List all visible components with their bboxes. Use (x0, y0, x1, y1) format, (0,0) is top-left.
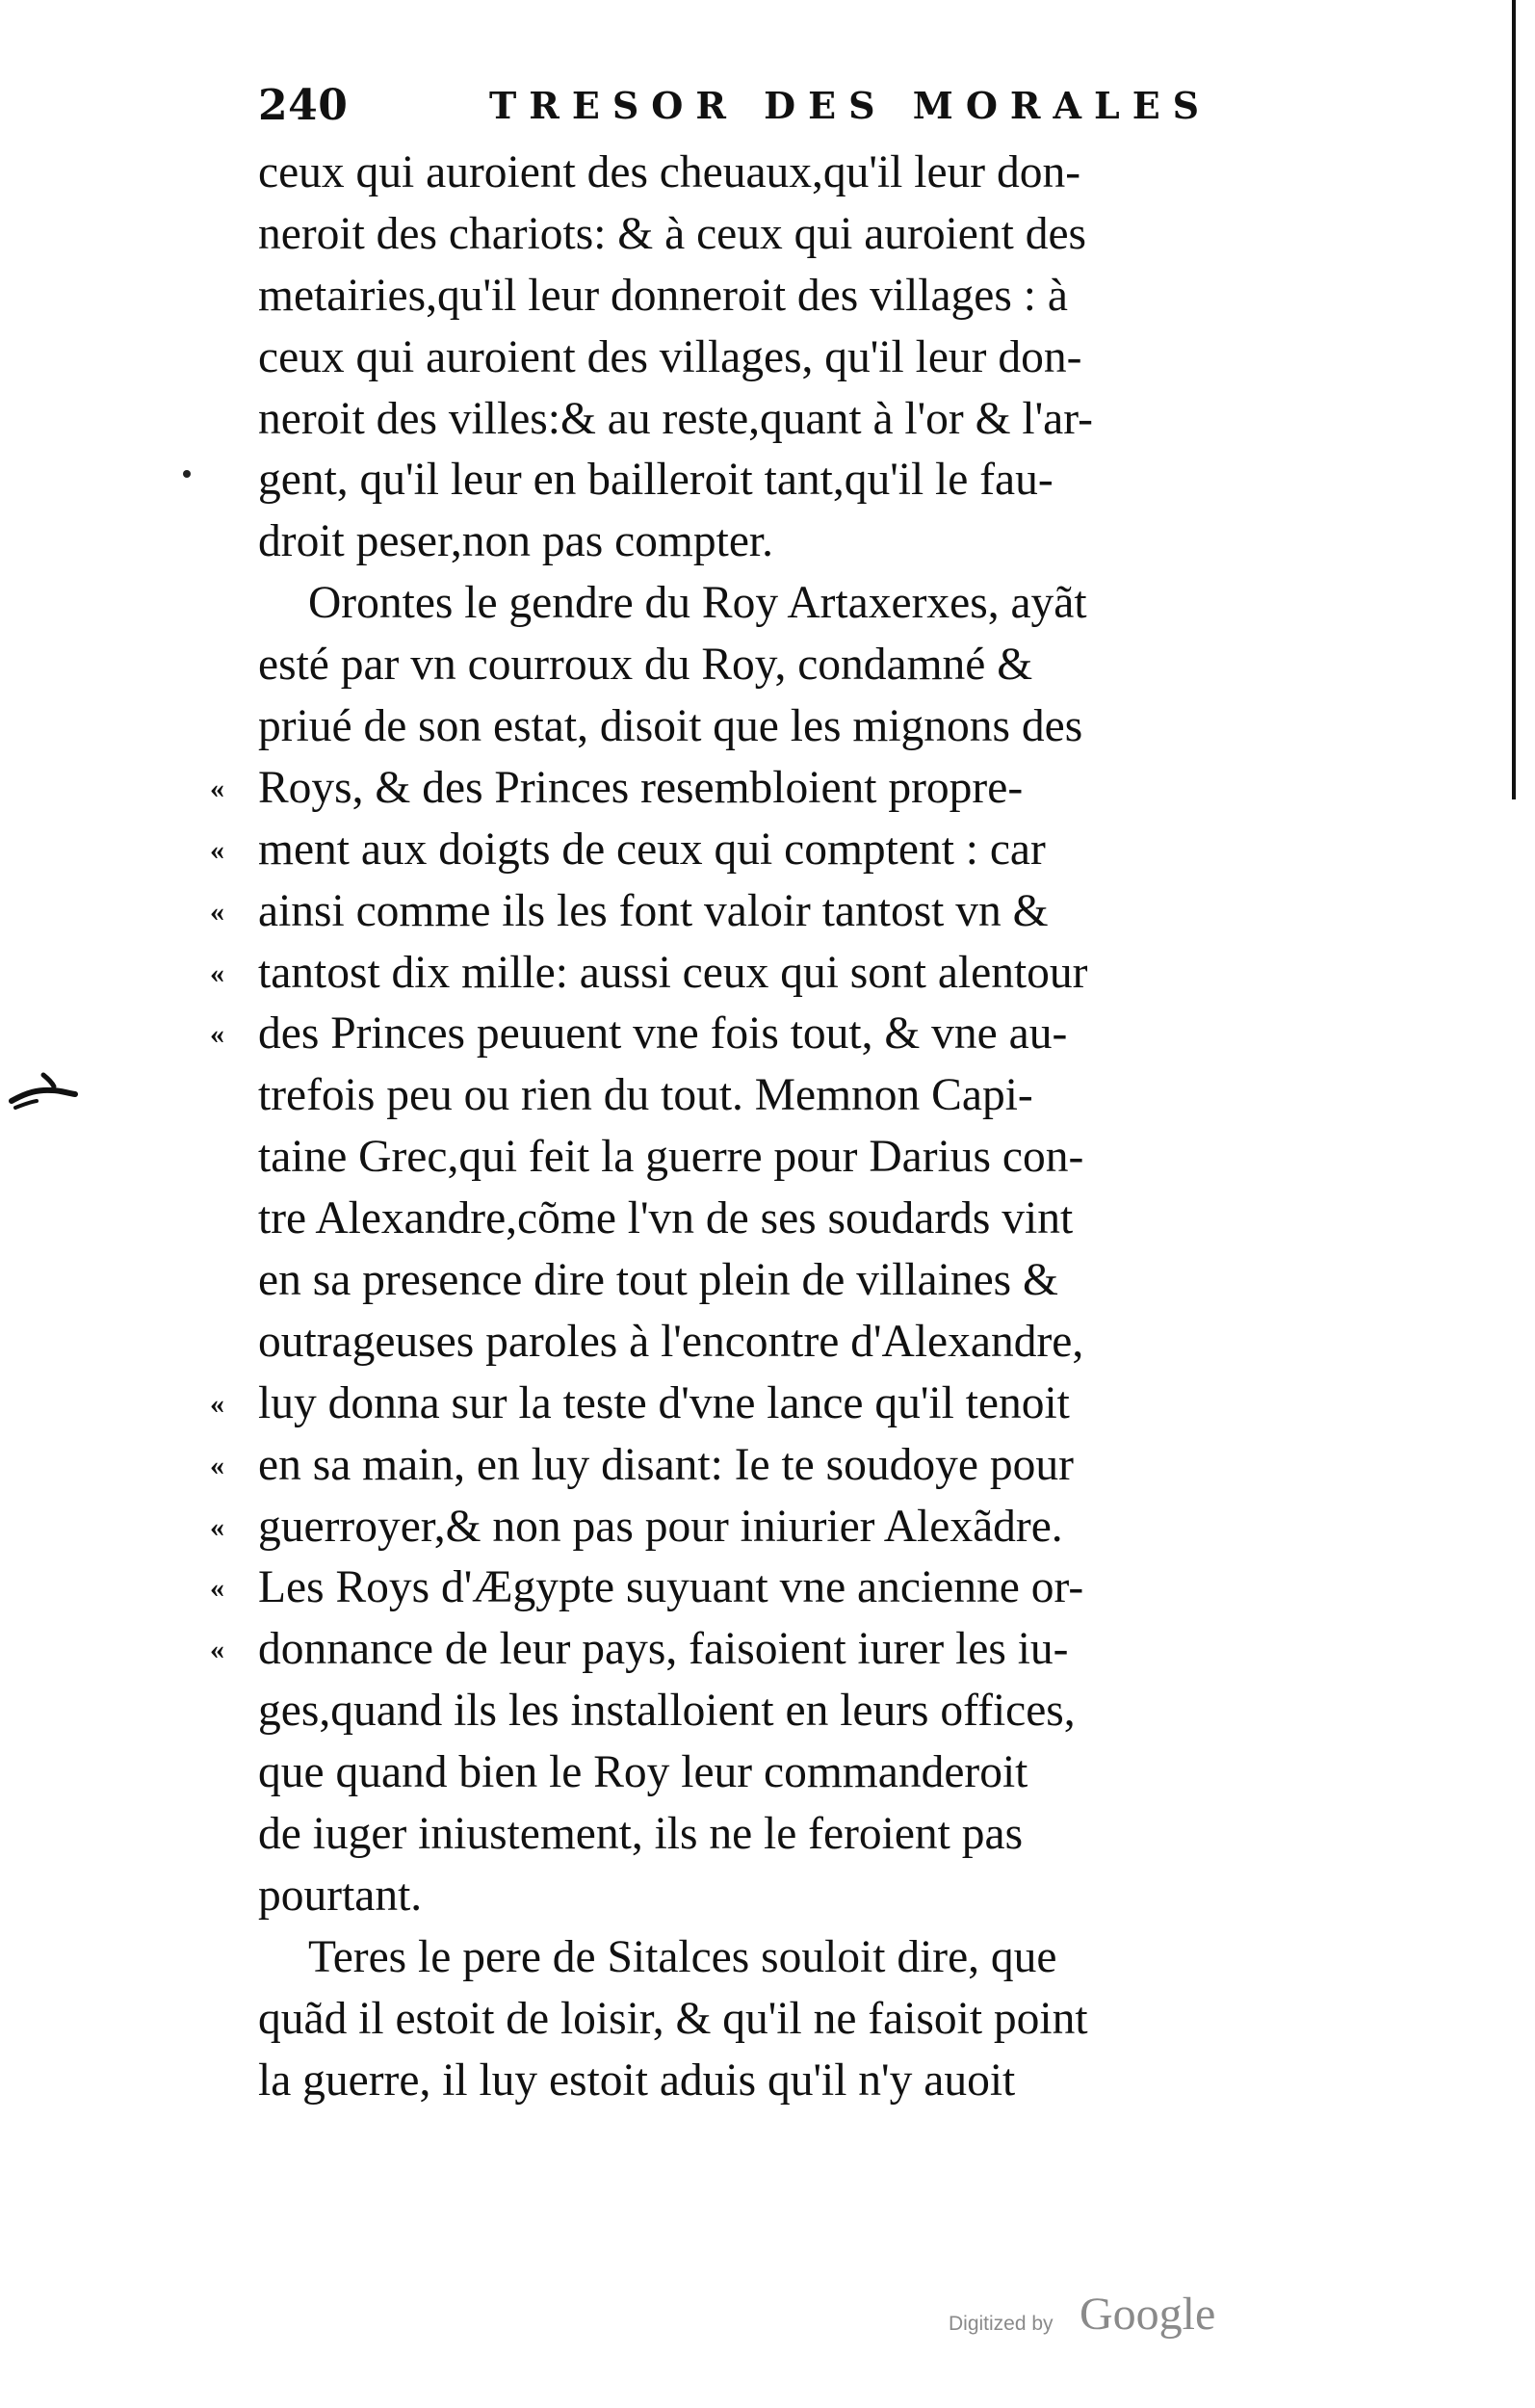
quoted-line: « des Princes peuuent vne fois tout, & vne au- (258, 1004, 1317, 1065)
quoted-line: « ment aux doigts de ceux qui comptent : car (258, 820, 1317, 881)
quote-mark: « (210, 1572, 224, 1605)
text-line: droit peser,non pas compter. (258, 516, 773, 567)
text-line: ges,quand ils les installoient en leurs offices, (258, 1686, 1076, 1737)
margin-ink-mark-icon (8, 1063, 87, 1121)
quote-mark: « (210, 956, 224, 989)
quoted-line: « luy donna sur la teste d'vne lance qu'il tenoit (258, 1374, 1317, 1435)
text-line: esté par vn courroux du Roy, condamné & (258, 640, 1033, 691)
quoted-line: « en sa main, en luy disant: Ie te soudoye pour (258, 1435, 1317, 1497)
margin-dot-mark (183, 470, 191, 478)
text-line: trefois peu ou rien du tout. Memnon Capi- (258, 1070, 1033, 1121)
text-line: priué de son estat, disoit que les mignons des (258, 701, 1083, 752)
text-line: neroit des villes:& au reste,quant à l'or & l'ar- (258, 393, 1093, 444)
quote-mark: « (210, 772, 224, 804)
digitized-by-label: Digitized by (949, 2313, 1054, 2335)
quote-mark: « (210, 833, 224, 866)
text-line: que quand bien le Roy leur commanderoit (258, 1747, 1028, 1798)
text-line: ceux qui auroient des cheuaux,qu'il leur don- (258, 147, 1081, 197)
text-line: gent, qu'il leur en bailleroit tant,qu'il le fau- (258, 455, 1054, 506)
google-logo-text: Google (1080, 2289, 1216, 2340)
paragraph-start-line: Orontes le gendre du Roy Artaxerxes, ayãt (308, 578, 1087, 629)
text-line: en sa presence dire tout plein de villaines & (258, 1255, 1058, 1306)
quote-mark: « (210, 1634, 224, 1666)
quoted-line: « Les Roys d'Ægypte suyuant vne ancienne or- (258, 1557, 1317, 1619)
text-line: quãd il estoit de loisir, & qu'il ne faisoit point (258, 1993, 1088, 2044)
text-line: ceux qui auroient des villages, qu'il leur don- (258, 331, 1082, 382)
running-head: TRESOR DES MORALES (489, 84, 1212, 127)
quote-mark: « (210, 1387, 224, 1420)
quoted-line: « guerroyer,& non pas pour iniurier Alexãdre. (258, 1497, 1317, 1558)
text-line: taine Grec,qui feit la guerre pour Darius con- (258, 1132, 1084, 1183)
text-line: de iuger iniustement, ils ne le feroient pas (258, 1809, 1024, 1860)
text-line: pourtant. (258, 1870, 423, 1921)
text-line: tre Alexandre,cõme l'vn de ses soudards vint (258, 1193, 1074, 1244)
text-line: la guerre, il luy estoit aduis qu'il n'y auoit (258, 2055, 1016, 2106)
quoted-line: « Roys, & des Princes resembloient propre- (258, 758, 1317, 820)
text-line: metairies,qu'il leur donneroit des villages : à (258, 270, 1068, 321)
page-header (258, 75, 1298, 137)
paragraph-start-line: Teres le pere de Sitalces souloit dire, que (308, 1931, 1057, 1982)
quoted-line: « donnance de leur pays, faisoient iurer les iu- (258, 1619, 1317, 1681)
text-line: neroit des chariots: & à ceux qui auroient des (258, 208, 1087, 259)
quote-mark: « (210, 1449, 224, 1481)
quote-mark: « (210, 1510, 224, 1543)
digitization-watermark (949, 2288, 1295, 2347)
quoted-line: « ainsi comme ils les font valoir tantost vn & (258, 881, 1317, 943)
quoted-line: « tantost dix mille: aussi ceux qui sont alentour (258, 943, 1317, 1005)
text-line: outrageuses paroles à l'encontre d'Alexandre, (258, 1316, 1084, 1367)
body-text (210, 143, 1317, 2112)
quote-mark: « (210, 1018, 224, 1051)
page-edge-rule (1512, 0, 1516, 799)
page-number: 240 (258, 81, 349, 130)
quote-mark: « (210, 895, 224, 928)
